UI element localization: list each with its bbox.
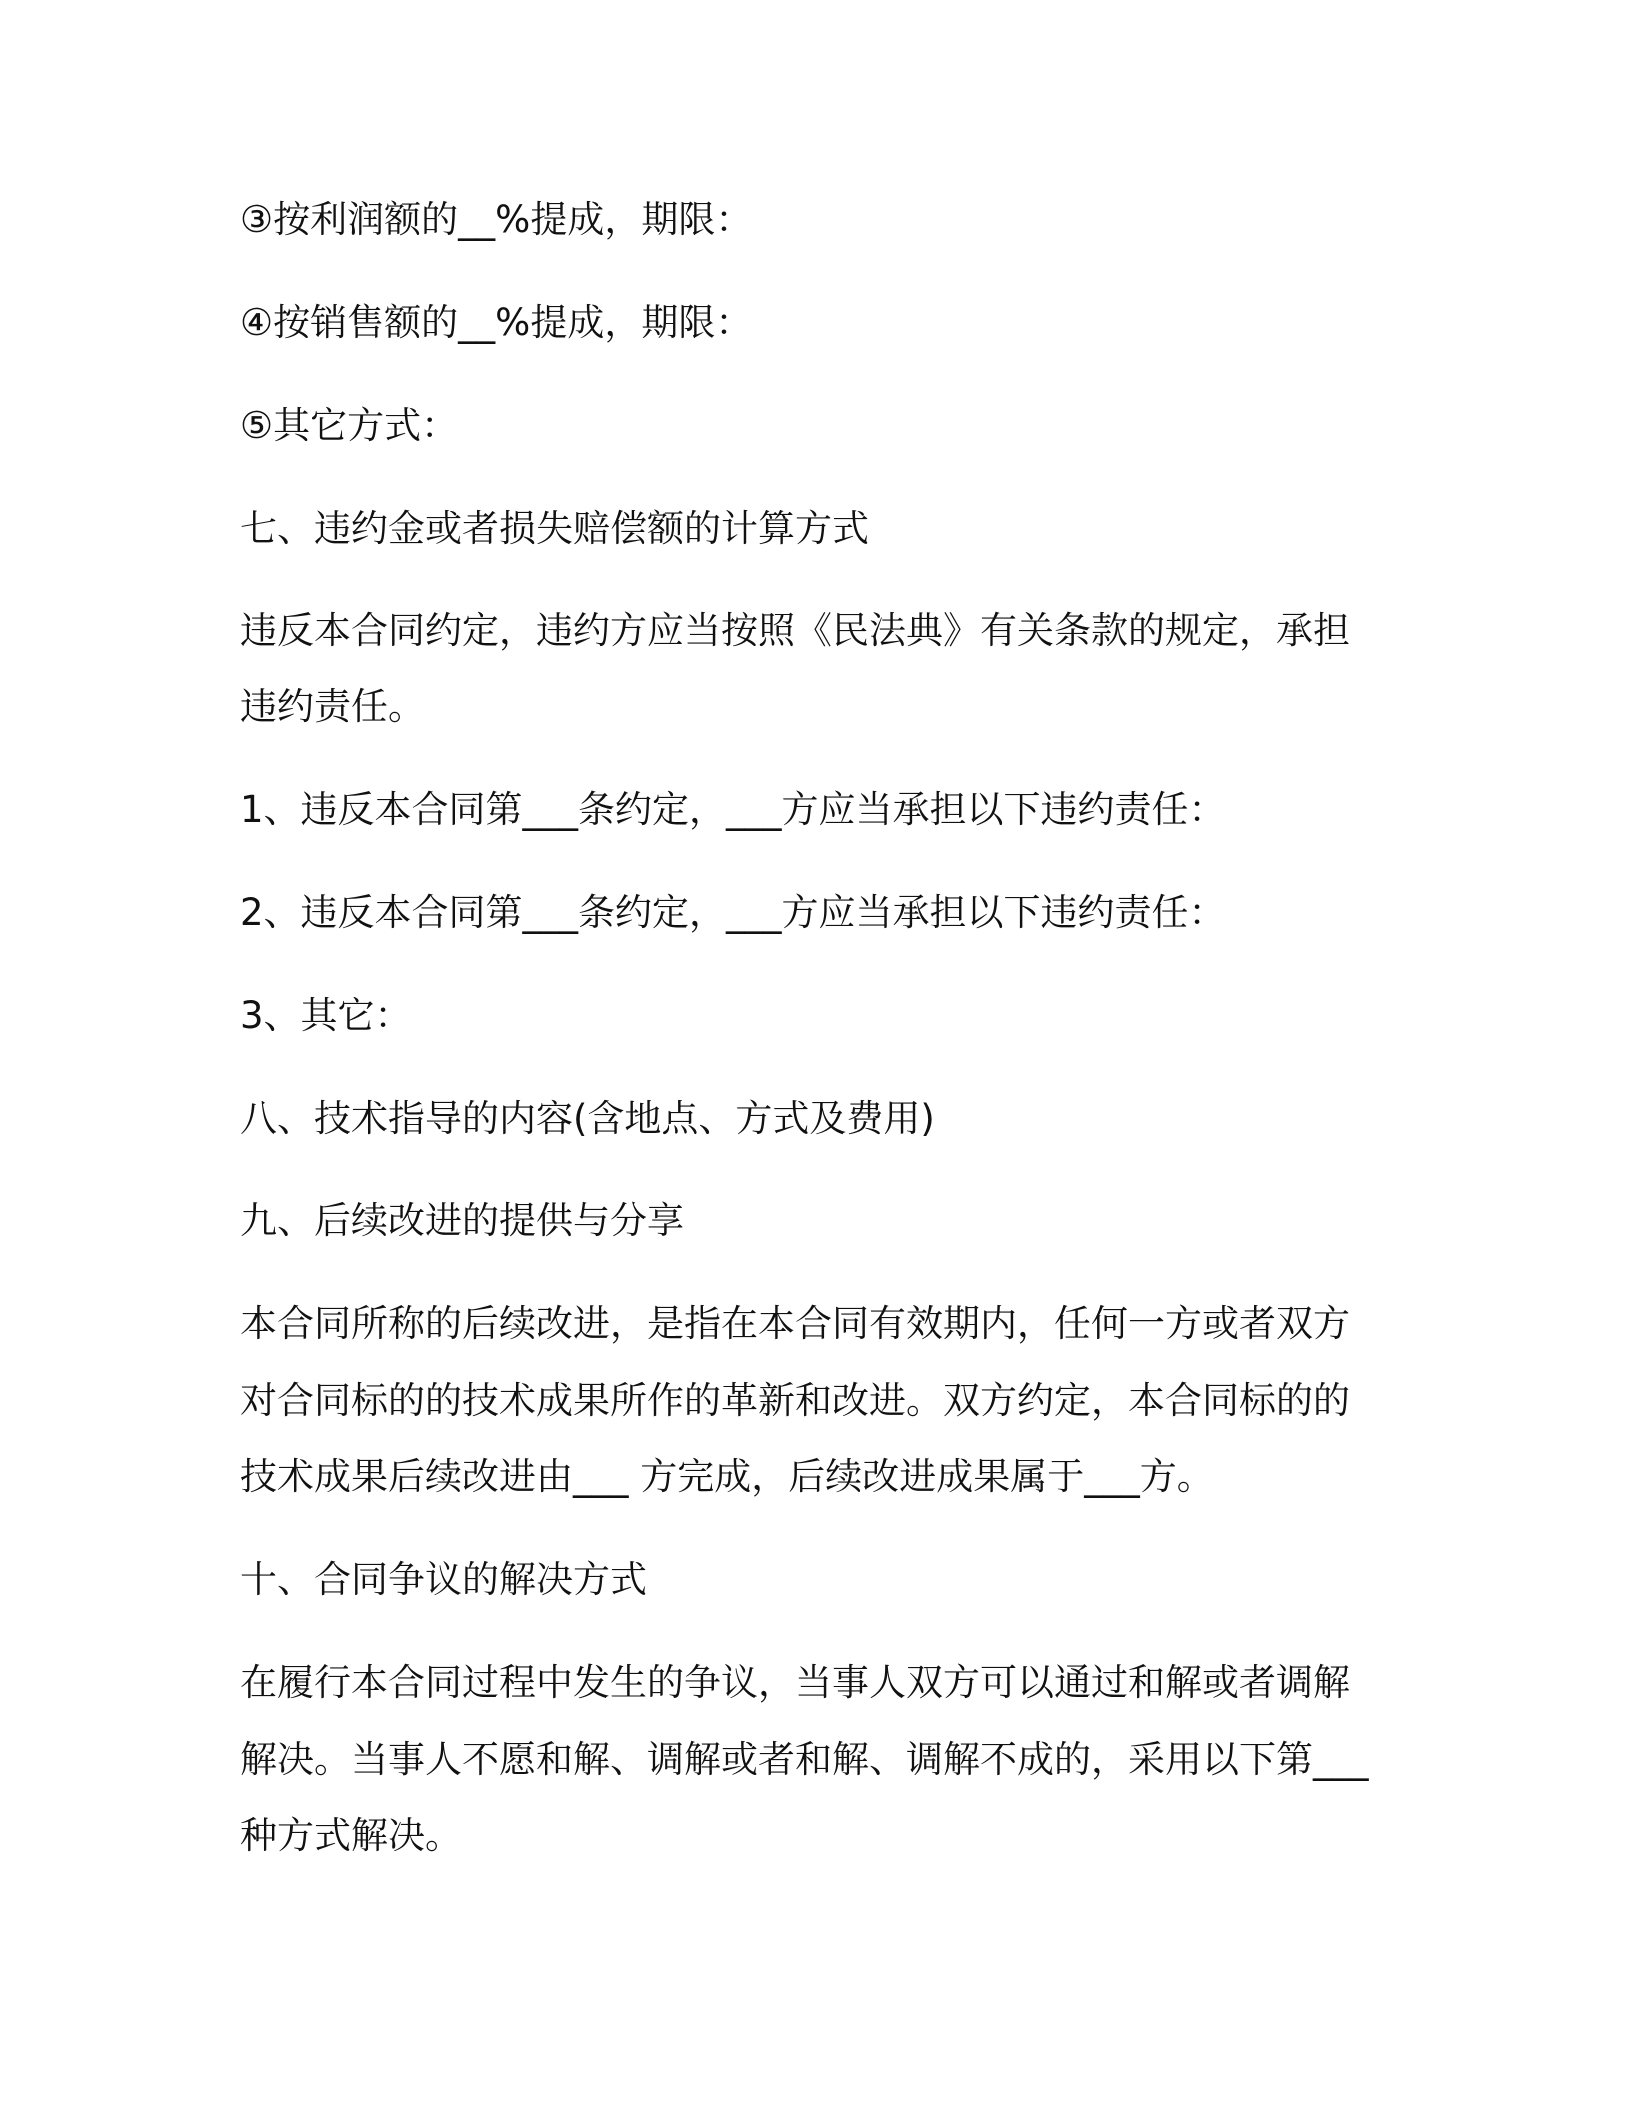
paragraph-dispute-line-1: 在履行本合同过程中发生的争议，当事人双方可以通过和解或者调解 [240, 1661, 1350, 1704]
section-heading-9: 九、后续改进的提供与分享 [240, 1199, 684, 1242]
breach-item-1: 1、违反本合同第___条约定，___方应当承担以下违约责任： [240, 788, 1226, 831]
clause-profit-commission: ③按利润额的__%提成，期限： [240, 198, 753, 241]
paragraph-improvement-line-3: 技术成果后续改进由___ 方完成，后续改进成果属于___方。 [240, 1455, 1214, 1498]
section-heading-10: 十、合同争议的解决方式 [240, 1558, 647, 1601]
paragraph-breach-line-1: 违反本合同约定，违约方应当按照《民法典》有关条款的规定，承担 [240, 609, 1350, 652]
clause-other-methods: ⑤其它方式： [240, 404, 459, 447]
section-heading-8: 八、技术指导的内容(含地点、方式及费用) [240, 1097, 935, 1140]
breach-item-3: 3、其它： [240, 994, 412, 1037]
paragraph-improvement-line-2: 对合同标的的技术成果所作的革新和改进。双方约定，本合同标的的 [240, 1379, 1350, 1422]
paragraph-dispute-line-2: 解决。当事人不愿和解、调解或者和解、调解不成的，采用以下第___ [240, 1738, 1369, 1781]
paragraph-improvement-line-1: 本合同所称的后续改进，是指在本合同有效期内，任何一方或者双方 [240, 1302, 1350, 1345]
section-heading-7: 七、违约金或者损失赔偿额的计算方式 [240, 507, 869, 550]
breach-item-2: 2、违反本合同第___条约定，___方应当承担以下违约责任： [240, 891, 1226, 934]
paragraph-breach-line-2: 违约责任。 [240, 685, 425, 728]
paragraph-dispute-line-3: 种方式解决。 [240, 1814, 462, 1857]
clause-sales-commission: ④按销售额的__%提成，期限： [240, 301, 753, 344]
